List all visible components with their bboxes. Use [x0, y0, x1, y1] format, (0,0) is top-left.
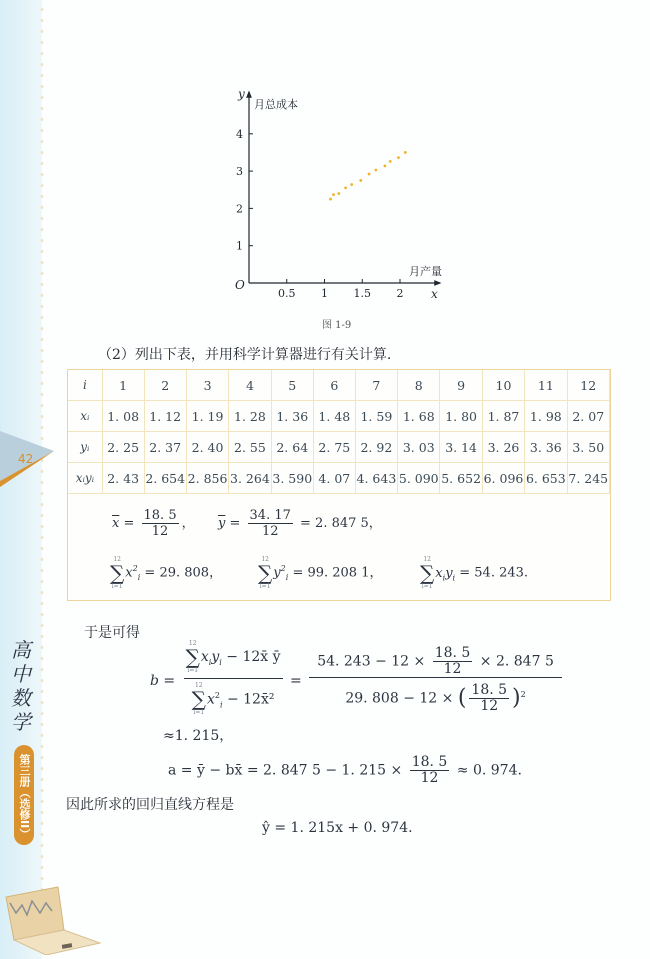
book-title-char: 高	[11, 638, 31, 662]
table-cell: 12	[567, 370, 609, 401]
table-cell: 4. 07	[313, 463, 355, 494]
table-cell: 7. 245	[567, 463, 609, 494]
table-cell: 3. 26	[482, 432, 524, 463]
table-cell: 2. 75	[313, 432, 355, 463]
x-ticks	[278, 279, 404, 300]
laptop-illustration-icon	[2, 865, 102, 955]
table-cell: 3. 36	[525, 432, 567, 463]
volume-badge: 第三册（选修II）	[14, 745, 34, 845]
table-cell: 10	[482, 370, 524, 401]
row-header: xᵢ	[68, 401, 102, 432]
table-cell: 5. 090	[398, 463, 440, 494]
table-cell: 3. 50	[567, 432, 609, 463]
step-heading: （2）列出下表，并用科学计算器进行有关计算.	[98, 347, 392, 363]
data-point	[397, 156, 400, 159]
page-number: 42	[18, 452, 34, 466]
regression-equation: ŷ = 1. 215x + 0. 974.	[262, 820, 413, 836]
table-cell: 2. 92	[355, 432, 397, 463]
table-cell: 8	[398, 370, 440, 401]
table-cell: 11	[525, 370, 567, 401]
table-cell: 1	[102, 370, 144, 401]
sum-xy: 12 ∑ i=1 $x_iy_i = 54$. 243.	[420, 556, 529, 590]
svg-text:2: 2	[236, 202, 243, 216]
table-cell: 5. 652	[440, 463, 482, 494]
slope-approx: ≈1. 215，	[163, 728, 234, 744]
data-point	[374, 169, 377, 172]
table-cell: 6. 096	[482, 463, 524, 494]
table-cell: 2. 25	[102, 432, 144, 463]
table-cell: 2. 654	[144, 463, 186, 494]
data-points	[329, 151, 407, 200]
derivation-intro: 于是可得	[84, 625, 140, 641]
table-row	[68, 401, 610, 432]
table-cell: 1. 19	[186, 401, 228, 432]
table-cell: 1. 68	[398, 401, 440, 432]
table-cell: 2	[144, 370, 186, 401]
data-point	[350, 183, 353, 186]
book-title	[9, 638, 33, 734]
conclusion-text: 因此所求的回归直线方程是	[66, 797, 234, 813]
table-cell: 2. 64	[271, 432, 313, 463]
data-point	[359, 179, 362, 182]
table-cell: 3. 14	[440, 432, 482, 463]
svg-text:1: 1	[236, 239, 243, 253]
mean-x-formula: $\overline{x}$ = $\frac{18. 5}{12}$ ，	[112, 508, 195, 539]
data-point	[344, 186, 347, 189]
table-cell: 1. 98	[525, 401, 567, 432]
data-point	[337, 192, 340, 195]
table-cell: 1. 28	[229, 401, 271, 432]
data-table	[68, 370, 610, 494]
table-cell: 2. 43	[102, 463, 144, 494]
table-cell: 1. 87	[482, 401, 524, 432]
svg-text:0.5: 0.5	[278, 287, 296, 300]
table-cell: 3. 264	[229, 463, 271, 494]
table-cell: 7	[355, 370, 397, 401]
row-header: i	[68, 370, 102, 401]
table-cell: 1. 48	[313, 401, 355, 432]
svg-text:O: O	[235, 278, 245, 292]
svg-text:y: y	[238, 87, 245, 101]
scatter-chart	[0, 0, 650, 310]
table-cell: 2. 856	[186, 463, 228, 494]
table-cell: 2. 55	[229, 432, 271, 463]
book-title-char: 学	[11, 710, 31, 734]
data-point	[384, 164, 387, 167]
data-point	[368, 173, 371, 176]
table-cell: 6	[313, 370, 355, 401]
sum-x-squared: 12 ∑ i=1 $x^2_i = 29$. 808，	[110, 556, 223, 590]
data-table-box	[67, 369, 611, 601]
row-header: yᵢ	[68, 432, 102, 463]
table-cell: 3. 590	[271, 463, 313, 494]
figure-caption: 图 1-9	[322, 320, 352, 331]
table-cell: 1. 80	[440, 401, 482, 432]
table-cell: 1. 12	[144, 401, 186, 432]
book-title-char: 中	[11, 662, 31, 686]
data-point	[404, 151, 407, 154]
table-row	[68, 432, 610, 463]
data-point	[332, 193, 335, 196]
table-cell: 2. 37	[144, 432, 186, 463]
table-cell: 4	[229, 370, 271, 401]
svg-text:1.5: 1.5	[353, 287, 371, 300]
table-cell: 1. 36	[271, 401, 313, 432]
book-title-char: 数	[11, 686, 31, 710]
table-cell: 1. 59	[355, 401, 397, 432]
intercept-formula: a = ȳ − bx̄ = 2. 847 5 − 1. 215 × $\frac{18. 5}{12}$ ≈ 0. 974.	[168, 754, 522, 786]
sum-y-squared: 12 ∑ i=1 $y^2_i = 99$. 208 1，	[258, 556, 383, 590]
data-point	[329, 198, 332, 201]
row-header: xᵢyᵢ	[68, 463, 102, 494]
svg-text:月总成本: 月总成本	[254, 98, 298, 111]
b-label: b =	[150, 673, 176, 690]
table-row	[68, 370, 610, 401]
table-cell: 3. 03	[398, 432, 440, 463]
table-cell: 4. 643	[355, 463, 397, 494]
table-row	[68, 463, 610, 494]
y-ticks	[236, 128, 253, 253]
table-cell: 2. 07	[567, 401, 609, 432]
table-cell: 9	[440, 370, 482, 401]
slope-formula: b = 12 ∑ i=1 $x_iy_i$ − 12x̄ ȳ 12 ∑ i=1 $x^2_i$ − 12x̄² = 54. 243 − 12 × $\frac{18. 5}{12}$ × 2. 847 5 29. 808 − 12 × ( $\frac{18. 5}{12}$ )$^2$	[150, 640, 565, 722]
data-point	[389, 160, 392, 163]
table-cell: 6. 653	[525, 463, 567, 494]
svg-text:1: 1	[321, 287, 328, 300]
table-cell: 5	[271, 370, 313, 401]
table-cell: 1. 08	[102, 401, 144, 432]
table-cell: 2. 40	[186, 432, 228, 463]
svg-text:2: 2	[396, 287, 404, 300]
svg-text:4: 4	[236, 127, 243, 141]
svg-text:3: 3	[236, 165, 243, 179]
table-cell: 3	[186, 370, 228, 401]
mean-y-formula: $\overline{y}$ = $\frac{34. 17}{12}$ = 2. 847 5，	[218, 508, 382, 539]
svg-text:x: x	[431, 287, 438, 301]
svg-text:月产量: 月产量	[409, 265, 442, 278]
